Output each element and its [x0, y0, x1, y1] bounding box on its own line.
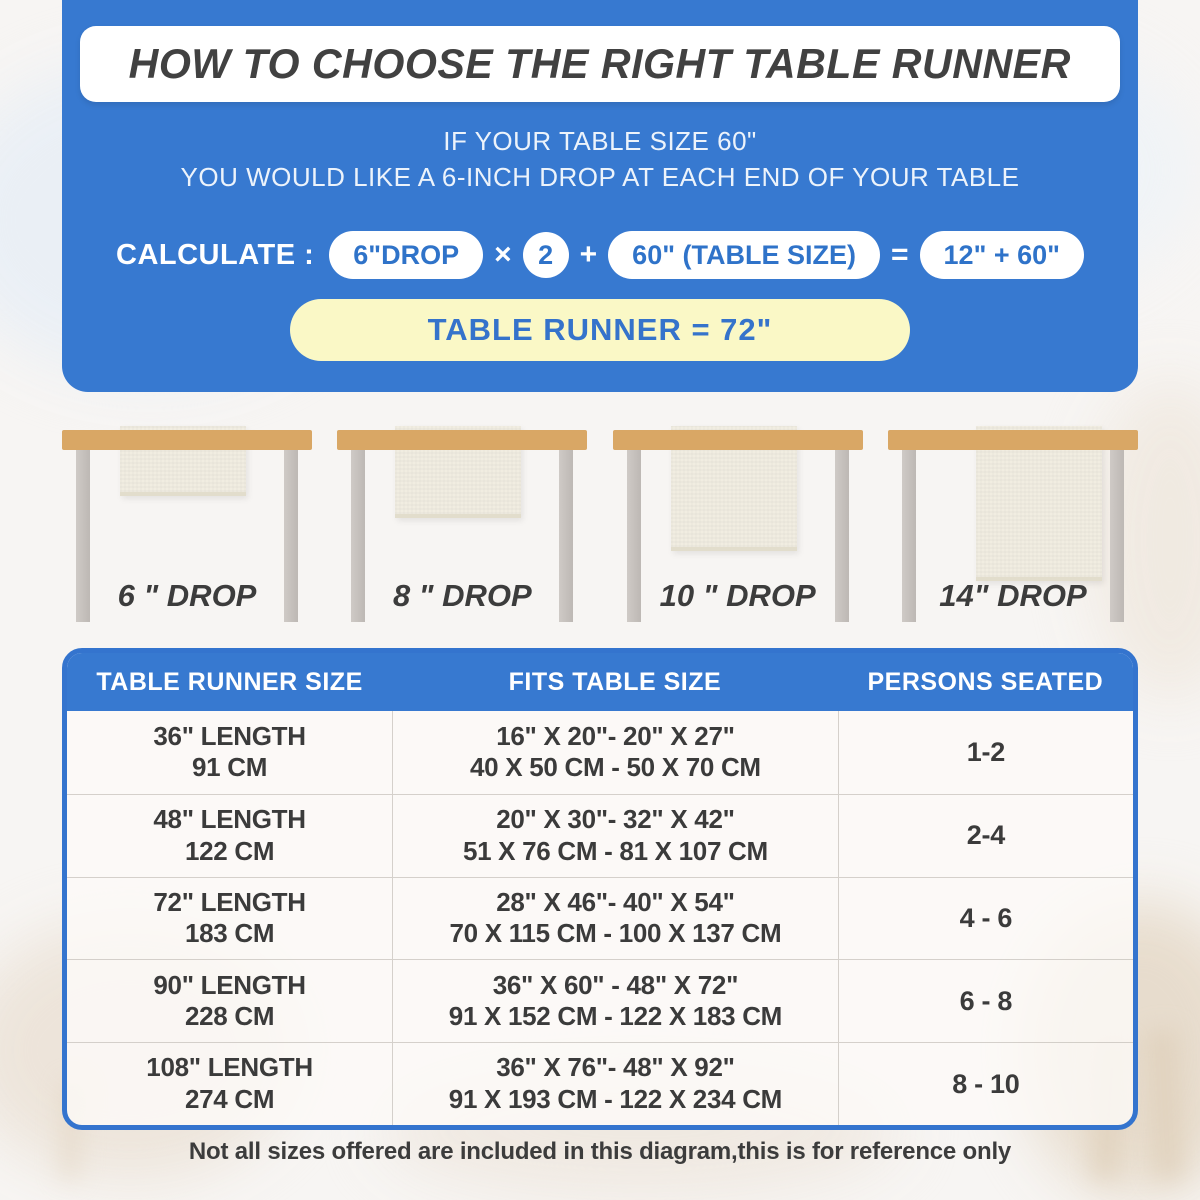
- size-reference-table: [62, 648, 1138, 1130]
- column-header-persons: PERSONS SEATED: [867, 667, 1104, 696]
- reference-disclaimer: Not all sizes offered are included in this diagram,this is for reference only: [188, 1138, 1012, 1165]
- table-row-cell: [392, 794, 838, 877]
- runner-size-cm: 228 CM: [184, 1001, 275, 1032]
- table-row-cell: [392, 877, 838, 960]
- table-row-cell: [392, 1042, 838, 1125]
- table-header-row: [67, 653, 1133, 711]
- subtitle-line-1: IF YOUR TABLE SIZE 60": [443, 126, 757, 156]
- drop-label: 6 " DROP: [117, 578, 257, 613]
- drop-label: 14" DROP: [939, 578, 1087, 613]
- persons-seated: 6 - 8: [959, 985, 1013, 1016]
- persons-seated: 1-2: [966, 736, 1005, 767]
- plus-sign: +: [579, 238, 598, 271]
- tabletop-illustration: [888, 430, 1138, 450]
- hero-panel: [62, 0, 1138, 392]
- table-row-cell: [838, 711, 1133, 794]
- table-row-cell: [392, 711, 838, 794]
- subtitle-line-2: YOU WOULD LIKE A 6-INCH DROP AT EACH END OF YOUR TABLE: [180, 162, 1020, 192]
- calculate-label: CALCULATE :: [116, 238, 315, 271]
- table-row-cell: [67, 959, 392, 1042]
- page-title: HOW TO CHOOSE THE RIGHT TABLE RUNNER: [128, 40, 1072, 87]
- persons-seated: 4 - 6: [959, 903, 1013, 934]
- column-header-runner-size: TABLE RUNNER SIZE: [96, 667, 363, 696]
- fits-size-cm: 40 X 50 CM - 50 X 70 CM: [470, 752, 761, 783]
- drop-diagram-14: [888, 428, 1138, 630]
- table-row-cell: [67, 1042, 392, 1125]
- fits-size-inches: 36" X 76"- 48" X 92": [496, 1052, 735, 1083]
- runner-result-pill: TABLE RUNNER = 72": [290, 299, 910, 361]
- table-row-cell: [838, 794, 1133, 877]
- runner-size-inches: 72" LENGTH: [153, 886, 306, 917]
- drop-diagram-6: [62, 428, 312, 630]
- multiplier-badge: 2: [523, 232, 569, 278]
- fits-size-inches: 16" X 20"- 20" X 27": [496, 720, 735, 751]
- persons-seated: 2-4: [966, 820, 1005, 851]
- fits-size-inches: 20" X 30"- 32" X 42": [496, 803, 735, 834]
- runner-size-cm: 122 CM: [184, 835, 275, 866]
- drop-label: 8 " DROP: [392, 578, 532, 613]
- table-row-cell: [838, 1042, 1133, 1125]
- calculation-row: [62, 230, 1138, 280]
- runner-size-inches: 36" LENGTH: [153, 720, 306, 751]
- sum-pill: 12" + 60": [920, 231, 1084, 279]
- persons-seated: 8 - 10: [952, 1068, 1020, 1099]
- runner-size-cm: 183 CM: [184, 918, 275, 949]
- drop-label: 10 " DROP: [659, 578, 816, 613]
- runner-size-inches: 108" LENGTH: [146, 1052, 313, 1083]
- table-row-cell: [838, 959, 1133, 1042]
- fits-size-cm: 91 X 152 CM - 122 X 183 CM: [448, 1001, 783, 1032]
- runner-size-cm: 274 CM: [184, 1084, 275, 1115]
- tabletop-illustration: [613, 430, 863, 450]
- table-row-cell: [67, 877, 392, 960]
- table-row-cell: [392, 959, 838, 1042]
- tabletop-illustration: [62, 430, 312, 450]
- drop-diagrams-row: [62, 428, 1138, 630]
- table-row-cell: [838, 877, 1133, 960]
- fits-size-cm: 51 X 76 CM - 81 X 107 CM: [462, 835, 768, 866]
- table-row-cell: [67, 794, 392, 877]
- multiply-sign: ×: [494, 238, 512, 271]
- runner-size-inches: 90" LENGTH: [153, 969, 306, 1000]
- fits-size-inches: 28" X 46"- 40" X 54": [496, 886, 735, 917]
- runner-size-cm: 91 CM: [192, 752, 268, 783]
- table-row-cell: [67, 711, 392, 794]
- table-size-pill: 60" (TABLE SIZE): [608, 231, 880, 279]
- table-body: [67, 711, 1133, 1125]
- fits-size-cm: 91 X 193 CM - 122 X 234 CM: [448, 1084, 783, 1115]
- title-banner: [80, 26, 1120, 102]
- drop-diagram-10: [613, 428, 863, 630]
- fits-size-cm: 70 X 115 CM - 100 X 137 CM: [449, 918, 782, 949]
- drop-diagram-8: [337, 428, 587, 630]
- runner-size-inches: 48" LENGTH: [153, 803, 306, 834]
- equals-sign: =: [891, 238, 909, 271]
- column-header-fits-size: FITS TABLE SIZE: [508, 667, 722, 696]
- drop-pill: 6"DROP: [329, 231, 483, 279]
- tabletop-illustration: [337, 430, 587, 450]
- fits-size-inches: 36" X 60" - 48" X 72": [492, 969, 739, 1000]
